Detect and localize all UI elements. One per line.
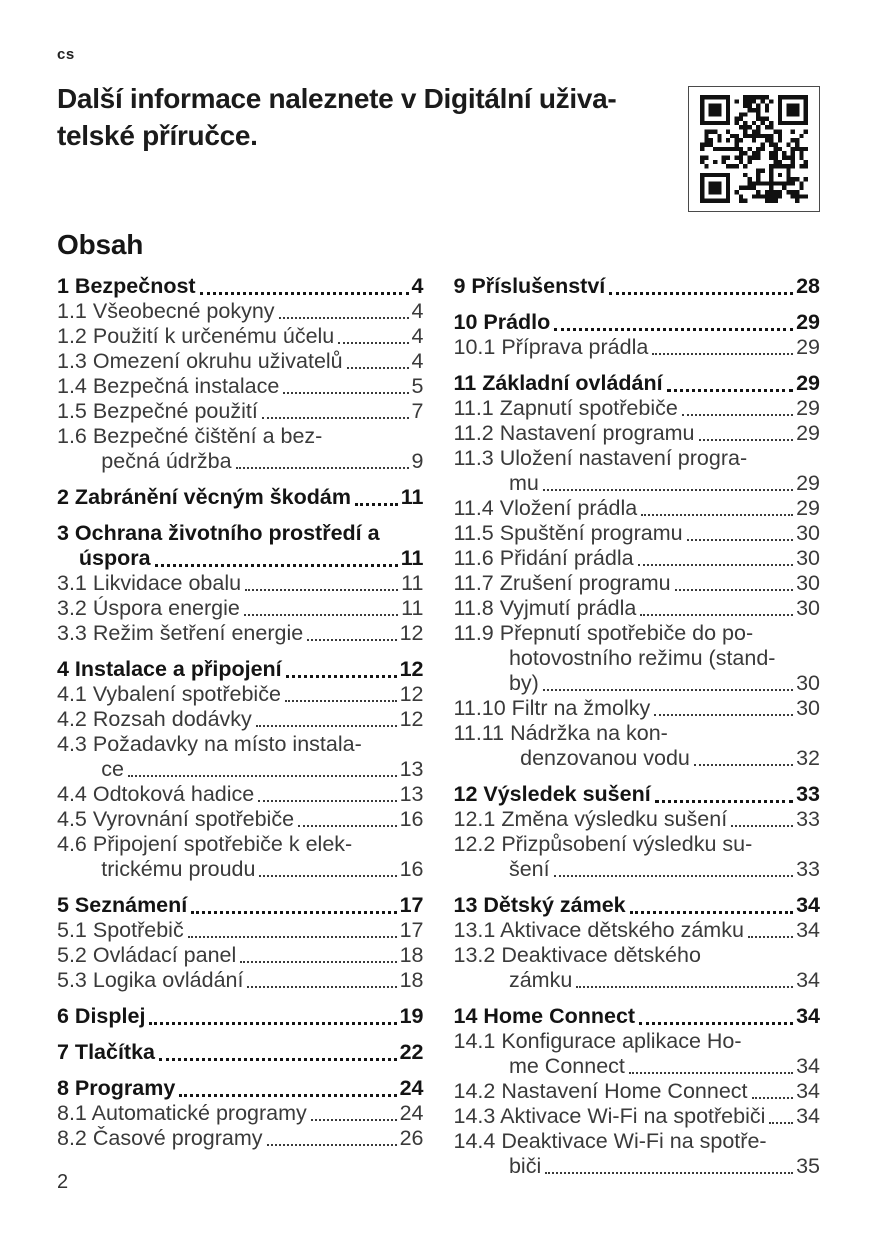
toc-entry-label: 4.5 Vyrovnání spotřebiče: [57, 807, 295, 831]
dot-leader: [652, 353, 793, 355]
toc-entry-page: 30: [796, 671, 820, 695]
toc-entry-page: 12: [399, 657, 424, 681]
toc-entry-label: šení: [508, 857, 550, 881]
toc-entry-label: 13 Dětský zámek: [453, 893, 626, 917]
toc-entry-label: 13.1 Aktivace dětského zámku: [453, 918, 744, 942]
toc-entry-page: 34: [796, 1004, 820, 1028]
toc-entry-page: 32: [796, 746, 820, 770]
toc-entry-page: 29: [796, 371, 820, 395]
toc-entry-page: 18: [399, 943, 424, 967]
toc-entry-line: [57, 571, 424, 596]
toc-entry-line: [454, 396, 821, 421]
toc-entry-label: zámku: [508, 968, 573, 992]
toc-entry-label: 11.5 Spuštění programu: [453, 521, 683, 545]
toc-entry-line: [454, 1004, 821, 1029]
toc-entry-line: [454, 671, 821, 696]
toc-entry-label: 11.4 Vložení prádla: [453, 496, 638, 520]
dot-leader: [347, 367, 409, 369]
toc-entry-page: 33: [796, 782, 820, 806]
toc-entry: [454, 396, 821, 421]
dot-leader: [307, 639, 396, 641]
toc-entry-label: 14.3 Aktivace Wi-Fi na spotřebiči: [453, 1104, 766, 1128]
toc-entry: [57, 918, 424, 943]
toc-entry: [454, 571, 821, 596]
dot-leader: [641, 514, 793, 516]
toc-entry-page: 29: [796, 471, 820, 495]
toc-entry-page: 30: [796, 521, 820, 545]
toc-entry-line: 3 Ochrana životního prostředí a: [57, 521, 380, 545]
toc-entry: [57, 571, 424, 596]
table-of-contents: [57, 274, 820, 1179]
toc-entry: [454, 832, 821, 882]
toc-entry: [57, 968, 424, 993]
toc-entry-label: by): [508, 671, 539, 695]
toc-entry-page: 4: [411, 299, 424, 323]
toc-entry-page: 24: [399, 1076, 424, 1100]
toc-entry-line: [454, 571, 821, 596]
dot-leader: [191, 911, 396, 914]
toc-entry-label: 11.8 Vyjmutí prádla: [453, 596, 637, 620]
toc-entry-page: 29: [796, 396, 820, 420]
toc-entry-page: 26: [399, 1126, 424, 1150]
toc-column-right: [454, 274, 821, 1179]
toc-entry-page: 5: [411, 374, 424, 398]
toc-entry-page: 13: [399, 757, 424, 781]
toc-entry-label: ce: [101, 757, 124, 781]
toc-entry-line: 11.11 Nádržka na kon-: [453, 721, 668, 745]
toc-entry-line: [57, 399, 424, 424]
toc-entry-line: [57, 596, 424, 621]
toc-entry-line: [57, 968, 424, 993]
dot-leader: [200, 292, 409, 295]
toc-entry-page: 7: [411, 399, 424, 423]
toc-entry: [454, 521, 821, 546]
toc-entry-line: [454, 335, 821, 360]
toc-entry-line: [57, 807, 424, 832]
toc-entry-label: úspora: [78, 546, 151, 570]
toc-entry: [454, 446, 821, 496]
toc-entry-line: [57, 1040, 424, 1065]
toc-entry: [454, 1004, 821, 1029]
page-title-line-1: Další informace naleznete v Digitální uživa-: [57, 83, 617, 114]
dot-leader: [731, 825, 793, 827]
dot-leader: [256, 725, 397, 727]
toc-entry-label: 11.6 Přidání prádla: [453, 546, 634, 570]
toc-entry-line: [57, 682, 424, 707]
toc-entry-page: 34: [796, 1104, 820, 1128]
toc-entry: [454, 721, 821, 771]
toc-entry-label: 5 Seznámení: [57, 893, 188, 917]
toc-entry-page: 34: [796, 918, 820, 942]
toc-entry-line: [57, 657, 424, 682]
dot-leader: [247, 986, 396, 988]
toc-entry-label: 10 Prádlo: [453, 310, 551, 334]
toc-entry-page: 28: [796, 274, 820, 298]
toc-entry-label: 11.10 Filtr na žmolky: [453, 696, 651, 720]
toc-entry-line: [57, 893, 424, 918]
toc-entry: [454, 1129, 821, 1179]
toc-entry-label: 9 Příslušenství: [453, 274, 606, 298]
toc-entry-page: 13: [399, 782, 424, 806]
toc-entry-label: 4.2 Rozsah dodávky: [57, 707, 252, 731]
toc-entry-label: 5.3 Logika ovládání: [57, 968, 244, 992]
toc-entry-page: 11: [401, 596, 424, 620]
toc-entry-page: 33: [796, 807, 820, 831]
dot-leader: [279, 317, 409, 319]
toc-entry-label: 1.1 Všeobecné pokyny: [57, 299, 275, 323]
dot-leader: [267, 1144, 397, 1146]
dot-leader: [748, 936, 793, 938]
toc-entry-line: [57, 943, 424, 968]
toc-entry: [57, 485, 424, 510]
toc-entry: [57, 807, 424, 832]
dot-leader: [769, 1122, 793, 1124]
toc-entry-label: 14 Home Connect: [453, 1004, 636, 1028]
toc-entry: [454, 371, 821, 396]
toc-entry-line: [57, 1004, 424, 1029]
toc-entry-label: 4 Instalace a připojení: [57, 657, 282, 681]
toc-entry-page: 19: [399, 1004, 424, 1028]
toc-entry: [454, 274, 821, 299]
toc-entry-line: 4.6 Připojení spotřebiče k elek-: [57, 832, 353, 856]
toc-entry: [454, 1079, 821, 1104]
toc-entry-line: [454, 310, 821, 335]
toc-entry-label: 10.1 Příprava prádla: [453, 335, 649, 359]
toc-entry: [57, 274, 424, 299]
toc-entry-line: [454, 696, 821, 721]
toc-entry: [57, 1004, 424, 1029]
toc-entry-line: [454, 274, 821, 299]
toc-entry-line: [454, 857, 821, 882]
toc-entry-line: [57, 349, 424, 374]
toc-entry-page: 30: [796, 596, 820, 620]
toc-entry: [57, 596, 424, 621]
toc-entry-page: 34: [796, 968, 820, 992]
toc-entry-line: 1.6 Bezpečné čištění a bez-: [57, 424, 323, 448]
toc-entry: [57, 374, 424, 399]
toc-entry: [57, 893, 424, 918]
toc-entry-label: mu: [508, 471, 539, 495]
toc-entry: [57, 399, 424, 424]
toc-entry-page: 9: [411, 449, 424, 473]
toc-entry-line: [57, 485, 424, 510]
toc-entry: [454, 496, 821, 521]
page-title: [57, 80, 616, 154]
toc-entry-line: [57, 1126, 424, 1151]
dot-leader: [752, 1097, 794, 1099]
toc-entry-page: 34: [796, 1079, 820, 1103]
toc-entry-line: 13.2 Deaktivace dětského: [453, 943, 701, 967]
toc-entry-label: 12 Výsledek sušení: [453, 782, 651, 806]
dot-leader: [682, 414, 793, 416]
toc-entry-page: 17: [399, 893, 424, 917]
toc-entry-line: [454, 968, 821, 993]
toc-entry-page: 17: [399, 918, 424, 942]
dot-leader: [639, 1022, 793, 1025]
toc-entry-label: 3.2 Úspora energie: [57, 596, 240, 620]
toc-entry-label: 1.5 Bezpečné použití: [57, 399, 258, 423]
toc-entry-page: 11: [400, 485, 424, 509]
toc-entry-line: [57, 274, 424, 299]
toc-entry: [454, 918, 821, 943]
toc-entry-page: 34: [796, 1054, 820, 1078]
toc-entry-line: 14.1 Konfigurace aplikace Ho-: [453, 1029, 742, 1053]
toc-entry-page: 30: [796, 546, 820, 570]
toc-entry: [454, 1104, 821, 1129]
toc-entry-line: [57, 707, 424, 732]
dot-leader: [355, 503, 398, 506]
toc-entry-line: [454, 893, 821, 918]
toc-entry-line: [454, 1154, 821, 1179]
toc-entry-page: 34: [796, 893, 820, 917]
toc-entry-line: 11.3 Uložení nastavení progra-: [453, 446, 748, 470]
toc-entry-label: 11 Základní ovládání: [453, 371, 663, 395]
qr-code: [688, 86, 820, 212]
toc-entry-page: 16: [399, 857, 424, 881]
toc-entry-page: 30: [796, 571, 820, 595]
toc-entry-label: 1.3 Omezení okruhu uživatelů: [57, 349, 343, 373]
toc-entry-label: 14.2 Nastavení Home Connect: [453, 1079, 748, 1103]
toc-entry-page: 29: [796, 421, 820, 445]
toc-entry-line: [454, 421, 821, 446]
toc-entry-line: [454, 546, 821, 571]
dot-leader: [640, 614, 793, 616]
toc-entry: [454, 546, 821, 571]
dot-leader: [687, 539, 794, 541]
dot-leader: [554, 875, 793, 877]
dot-leader: [675, 589, 793, 591]
toc-entry-line: [57, 1101, 424, 1126]
toc-entry-label: 5.2 Ovládací panel: [57, 943, 237, 967]
qr-code-image: [700, 95, 808, 203]
toc-entry: [454, 1029, 821, 1079]
toc-entry: [454, 696, 821, 721]
toc-entry-line: 11.9 Přepnutí spotřebiče do po-: [453, 621, 754, 645]
dot-leader: [543, 689, 793, 691]
toc-entry-page: 11: [401, 571, 424, 595]
toc-entry-line: [454, 1104, 821, 1129]
toc-entry: [57, 299, 424, 324]
toc-entry-label: biči: [508, 1154, 542, 1178]
language-code: cs: [57, 46, 75, 63]
toc-entry-page: 29: [796, 335, 820, 359]
toc-entry-line: [454, 521, 821, 546]
toc-entry-page: 33: [796, 857, 820, 881]
toc-entry-page: 4: [411, 324, 424, 348]
dot-leader: [283, 392, 408, 394]
toc-entry-line: [454, 471, 821, 496]
toc-entry-line: [57, 918, 424, 943]
toc-entry: [57, 657, 424, 682]
toc-entry-line: [57, 299, 424, 324]
toc-entry: [454, 782, 821, 807]
dot-leader: [286, 675, 397, 678]
dot-leader: [638, 564, 793, 566]
toc-entry-label: 3.1 Likvidace obalu: [57, 571, 242, 595]
toc-entry-line: [57, 857, 424, 882]
toc-entry-label: 4.4 Odtoková hadice: [57, 782, 255, 806]
dot-leader: [262, 417, 409, 419]
toc-entry-label: 11.1 Zapnutí spotřebiče: [453, 396, 678, 420]
dot-leader: [188, 936, 397, 938]
dot-leader: [609, 292, 793, 295]
dot-leader: [244, 614, 398, 616]
toc-entry: [454, 335, 821, 360]
toc-entry: [454, 943, 821, 993]
toc-entry-line: [454, 918, 821, 943]
toc-entry-page: 18: [399, 968, 424, 992]
toc-entry: [57, 832, 424, 882]
toc-entry-label: 8.2 Časové programy: [57, 1126, 263, 1150]
toc-entry: [57, 732, 424, 782]
toc-entry-page: 4: [411, 349, 424, 373]
toc-entry-label: 4.1 Vybalení spotřebiče: [57, 682, 281, 706]
dot-leader: [285, 700, 397, 702]
toc-entry-label: trickému proudu: [101, 857, 256, 881]
toc-entry-page: 12: [399, 707, 424, 731]
toc-entry: [57, 349, 424, 374]
toc-entry: [454, 310, 821, 335]
toc-entry-label: 1.2 Použití k určenému účelu: [57, 324, 335, 348]
dot-leader: [245, 589, 398, 591]
toc-entry: [454, 596, 821, 621]
dot-leader: [554, 328, 793, 331]
dot-leader: [128, 775, 397, 777]
dot-leader: [258, 800, 396, 802]
toc-entry-line: [57, 324, 424, 349]
dot-leader: [159, 1058, 397, 1061]
toc-entry-line: 12.2 Přizpůsobení výsledku su-: [453, 832, 753, 856]
toc-entry-label: 11.7 Zrušení programu: [453, 571, 671, 595]
dot-leader: [667, 389, 793, 392]
toc-entry-label: 11.2 Nastavení programu: [453, 421, 695, 445]
toc-entry: [57, 621, 424, 646]
toc-entry: [57, 424, 424, 474]
toc-entry: [57, 1101, 424, 1126]
dot-leader: [236, 467, 409, 469]
toc-entry: [454, 621, 821, 696]
toc-entry: [57, 707, 424, 732]
toc-entry-label: 8.1 Automatické programy: [57, 1101, 307, 1125]
toc-entry: [57, 1076, 424, 1101]
toc-entry: [57, 782, 424, 807]
toc-entry-page: 16: [399, 807, 424, 831]
toc-entry-label: pečná údržba: [101, 449, 232, 473]
toc-entry-page: 4: [411, 274, 424, 298]
toc-entry-label: 1.4 Bezpečná instalace: [57, 374, 280, 398]
toc-entry-page: 24: [399, 1101, 424, 1125]
toc-entry-label: 8 Programy: [57, 1076, 176, 1100]
header: [57, 80, 820, 212]
toc-entry-line: [57, 757, 424, 782]
dot-leader: [576, 986, 793, 988]
toc-column-left: [57, 274, 424, 1179]
toc-entry-label: denzovanou vodu: [520, 746, 690, 770]
toc-entry: [57, 1126, 424, 1151]
toc-entry-label: 12.1 Změna výsledku sušení: [453, 807, 728, 831]
toc-entry-line: [57, 621, 424, 646]
toc-entry-label: me Connect: [508, 1054, 625, 1078]
toc-entry-page: 29: [796, 496, 820, 520]
dot-leader: [543, 489, 793, 491]
toc-entry-line: [454, 782, 821, 807]
toc-entry-label: 3.3 Režim šetření energie: [57, 621, 304, 645]
toc-entry-line: [454, 1054, 821, 1079]
dot-leader: [259, 875, 396, 877]
dot-leader: [545, 1172, 793, 1174]
toc-entry-line: [57, 546, 424, 571]
toc-entry-line: [454, 596, 821, 621]
toc-entry-page: 30: [796, 696, 820, 720]
toc-entry-page: 35: [796, 1154, 820, 1178]
toc-entry-label: 5.1 Spotřebič: [57, 918, 184, 942]
toc-entry-label: 2 Zabránění věcným škodám: [57, 485, 351, 509]
dot-leader: [338, 342, 408, 344]
dot-leader: [654, 714, 793, 716]
dot-leader: [155, 564, 398, 567]
toc-entry-line: [57, 782, 424, 807]
toc-entry-label: 6 Displej: [57, 1004, 146, 1028]
toc-entry-line: hotovostního režimu (stand-: [508, 646, 776, 670]
toc-entry: [454, 807, 821, 832]
dot-leader: [149, 1022, 396, 1025]
toc-entry-line: [454, 746, 821, 771]
toc-entry-page: 29: [796, 310, 820, 334]
dot-leader: [699, 439, 794, 441]
dot-leader: [179, 1094, 396, 1097]
toc-entry-line: [454, 496, 821, 521]
toc-entry-line: [454, 807, 821, 832]
toc-entry-line: [454, 371, 821, 396]
toc-heading: Obsah: [57, 229, 144, 260]
toc-entry: [57, 943, 424, 968]
toc-entry-line: 14.4 Deaktivace Wi-Fi na spotře-: [453, 1129, 767, 1153]
toc-entry-label: 1 Bezpečnost: [57, 274, 196, 298]
toc-entry-page: 11: [400, 546, 424, 570]
toc-entry: [57, 324, 424, 349]
toc-entry-label: 7 Tlačítka: [57, 1040, 155, 1064]
page-number: 2: [57, 1171, 69, 1193]
toc-entry: [57, 1040, 424, 1065]
toc-entry: [57, 682, 424, 707]
dot-leader: [240, 961, 396, 963]
toc-entry-line: [57, 374, 424, 399]
toc-entry-line: [454, 1079, 821, 1104]
toc-entry: [454, 421, 821, 446]
toc-entry-line: [57, 449, 424, 474]
toc-entry-page: 22: [399, 1040, 424, 1064]
dot-leader: [630, 911, 793, 914]
dot-leader: [311, 1119, 397, 1121]
dot-leader: [629, 1072, 793, 1074]
toc-entry-line: [57, 1076, 424, 1101]
dot-leader: [694, 764, 793, 766]
toc-entry-page: 12: [399, 621, 424, 645]
toc-entry: [454, 893, 821, 918]
toc-entry: [57, 521, 424, 571]
toc-entry-line: 4.3 Požadavky na místo instala-: [57, 732, 362, 756]
dot-leader: [655, 800, 793, 803]
page-title-line-2: telské příručce.: [57, 120, 258, 151]
dot-leader: [298, 825, 397, 827]
toc-entry-page: 12: [399, 682, 424, 706]
